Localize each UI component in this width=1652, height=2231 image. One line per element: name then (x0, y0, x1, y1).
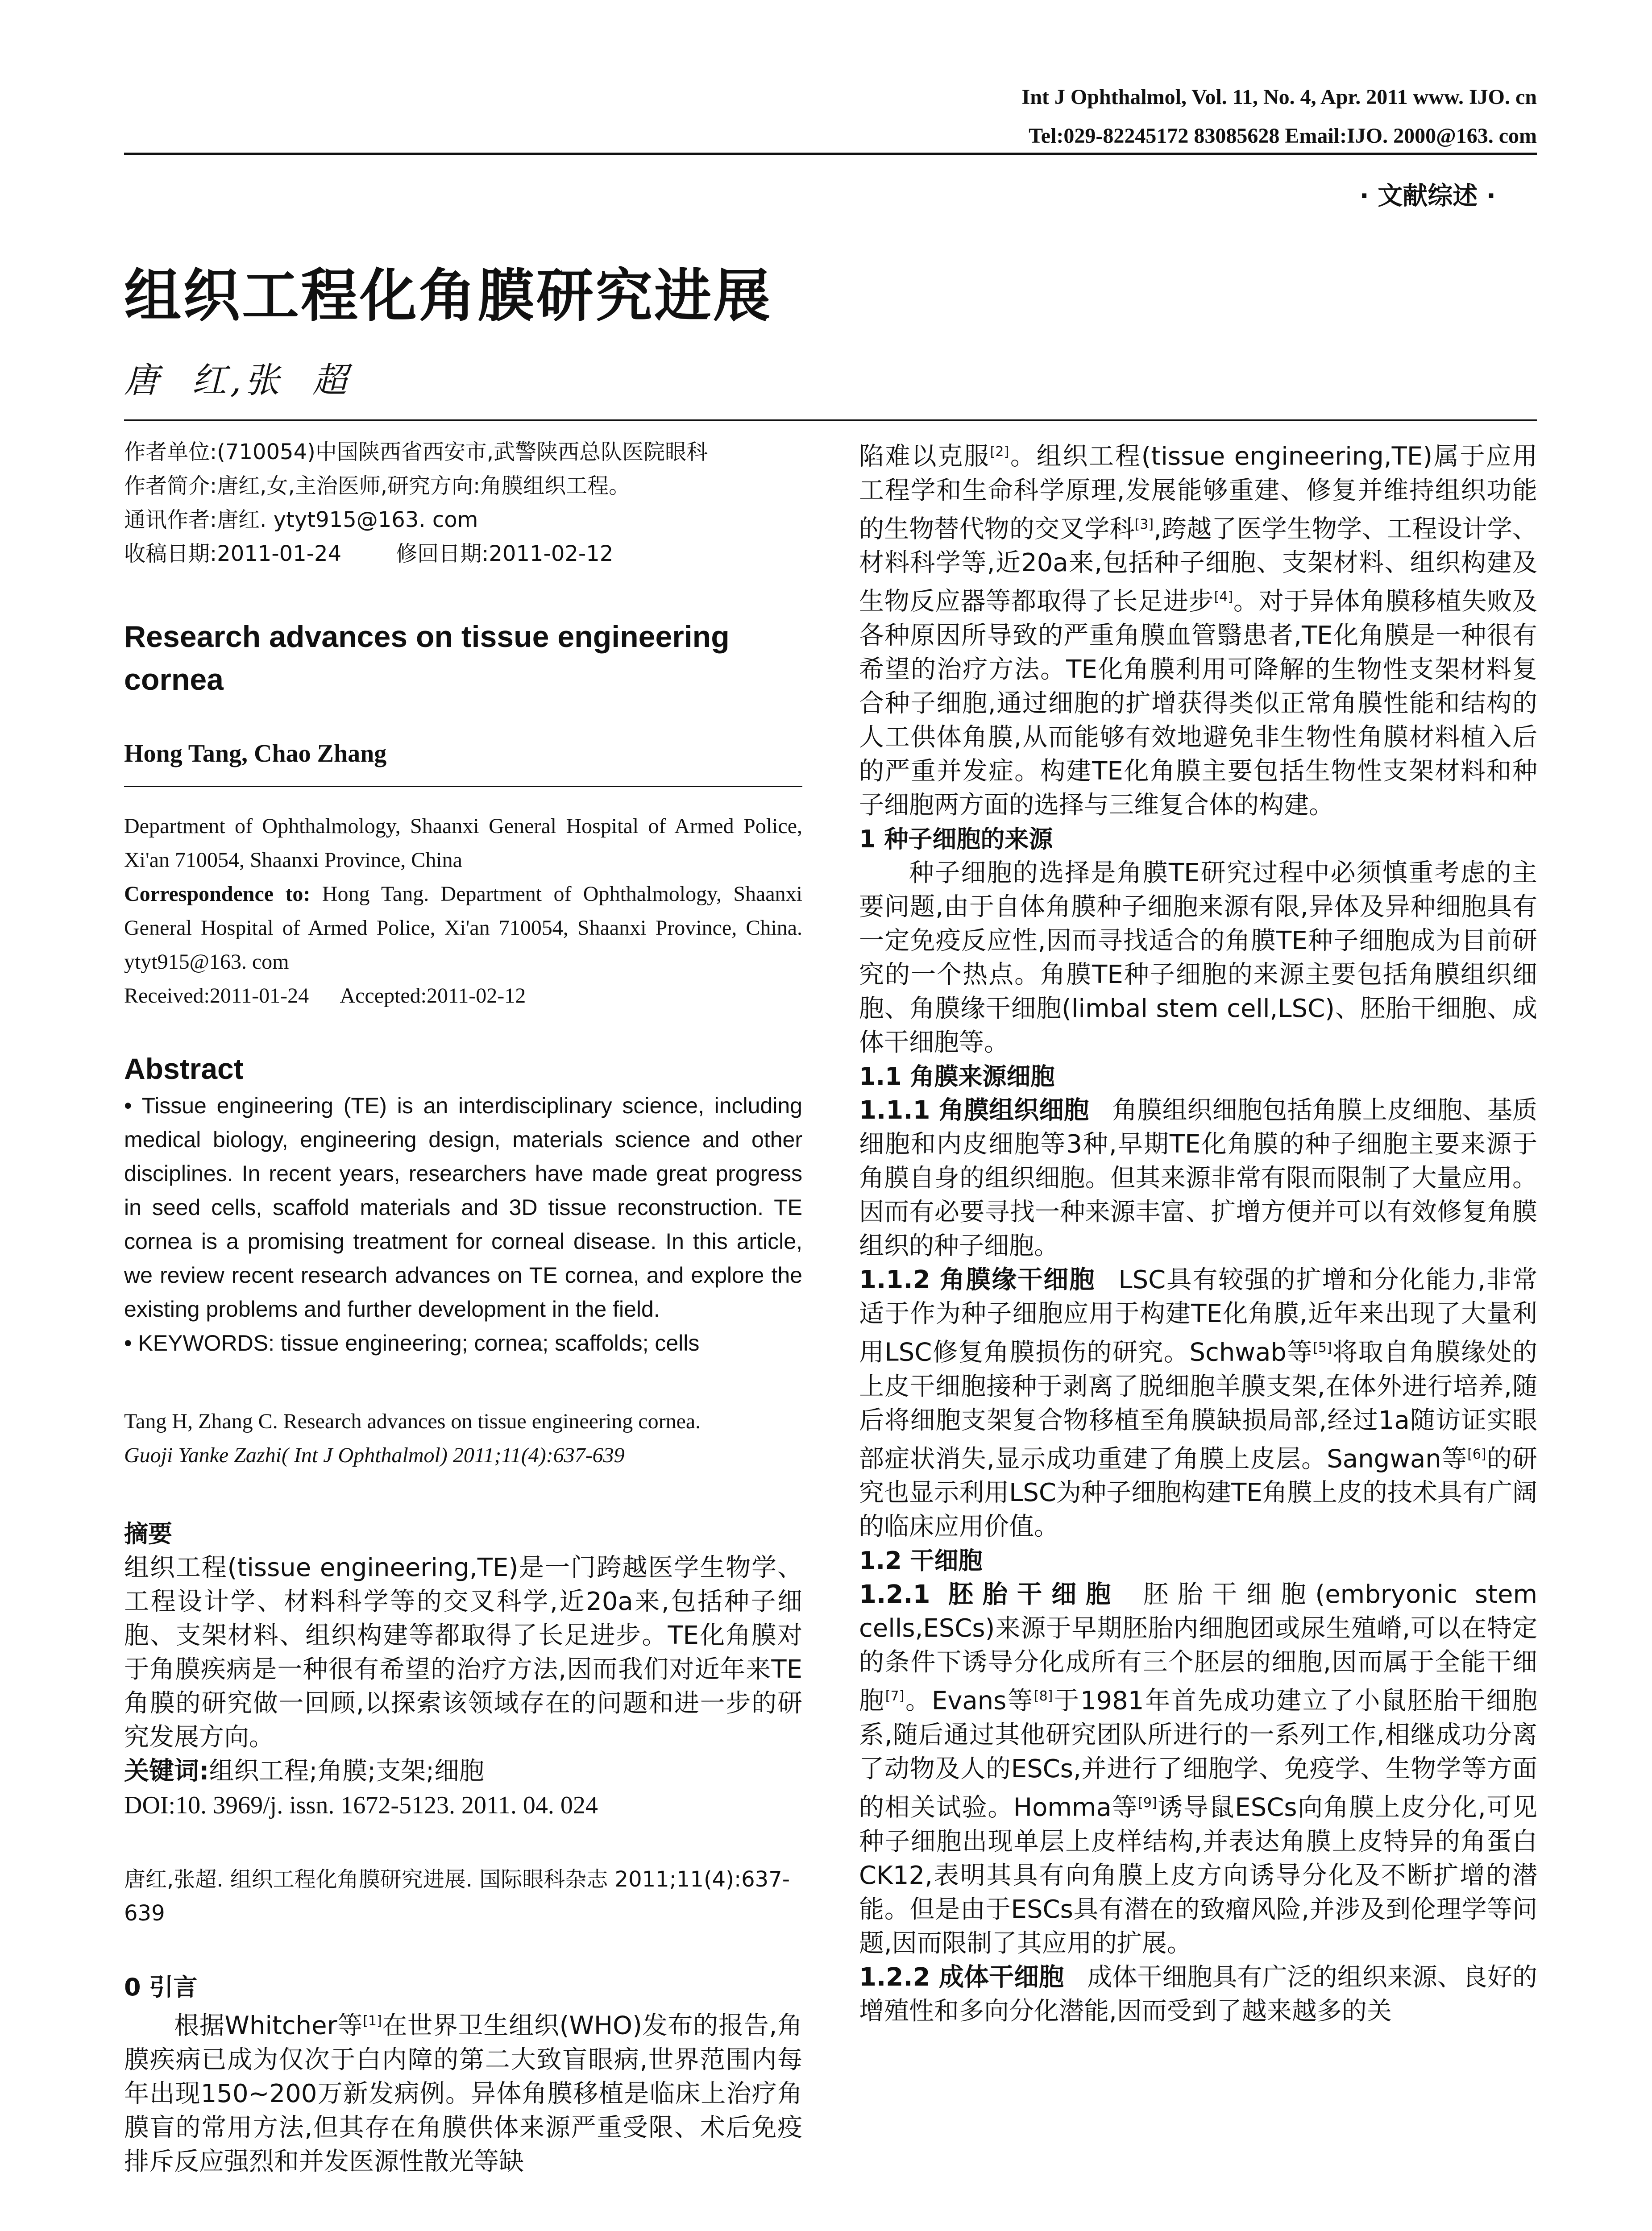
sec112-text-b: 将取自角膜缘处的上皮干细胞接种于剥离了脱细胞羊膜支架,在体外进行培养,随后将细胞支架复合物移植至角膜缺损局部,经过1a随访证实眼部症状消失,显示成功重建了角膜上皮层。Sangwan等 (859, 1338, 1537, 1474)
right-paragraph-1 (859, 435, 1537, 822)
affiliation-en-block (124, 809, 802, 1013)
right-p1-a: 陷难以克服 (859, 442, 990, 471)
authors-rule (124, 786, 802, 787)
ref-mark: [2] (990, 444, 1009, 460)
correspondence-label: Correspondence to: (124, 882, 311, 906)
sec111-label: 1.1.1 角膜组织细胞 (859, 1095, 1089, 1125)
authors-cn: 唐 红,张 超 (124, 361, 351, 401)
title-en: Research advances on tissue engineering cornea (124, 620, 730, 697)
right-p1-d: 。对于异体角膜移植失败及各种原因所导致的严重角膜血管翳患者,TE化角膜是一种很有希望的治疗方法。TE化角膜利用可降解的生物性支架材料复合种子细胞,通过细胞的扩增获得类似正常角膜性能和结构的人工供体角膜,从而能够有效地避免非生物性角膜材料植入后的严重并发症。构建TE化角膜主要包括生物性支架材料和种子细胞两方面的选择与三维复合体的构建。 (859, 587, 1538, 820)
header-rule (124, 153, 1537, 155)
ref-mark: [1] (363, 2013, 382, 2029)
section-1-1-heading: 1.1 角膜来源细胞 (859, 1062, 1055, 1091)
abstract-heading: Abstract (124, 1052, 244, 1085)
ref-mark: [8] (1034, 1688, 1053, 1704)
sec112-text-a: LSC具有较强的扩增和分化能力,非常适于作为种子细胞应用于构建TE化角膜,近年来出现了大量利用LSC修复角膜损伤的研究。Schwab等 (859, 1265, 1537, 1367)
keywords-cn (124, 1754, 802, 1788)
section-1-1-1 (859, 1094, 1537, 1263)
citation-en-line-2: Guoji Yanke Zazhi( Int J Ophthalmol) 2011;11(4):637-639 (124, 1443, 625, 1467)
affil-line-3: 通讯作者:唐红. ytyt915@163. com (124, 507, 478, 532)
affil-line-4: 收稿日期:2011-01-24 修回日期:2011-02-12 (124, 541, 614, 566)
authors-en: Hong Tang, Chao Zhang (124, 740, 387, 767)
sec122-label: 1.2.2 成体干细胞 (859, 1962, 1064, 1992)
title-cn: 组织工程化角膜研究进展 (124, 263, 772, 329)
sec0-text-b: 在世界卫生组织(WHO)发布的报告,角膜疾病已成为仅次于白内障的第二大致盲眼病,世界范围内每年出现150~200万新发病例。异体角膜移植是临床上治疗角膜盲的常用方法,但其存在角膜供体来源严重受限、术后免疫排斥反应强烈和并发医源性散光等缺 (124, 2011, 802, 2176)
affiliation-en: Department of Ophthalmology, Shaanxi General Hospital of Armed Police, Xi'an 710054, Shaanxi Province, China (124, 814, 802, 872)
section-1-2-2 (859, 1961, 1537, 2028)
abstract-en: • Tissue engineering (TE) is an interdisciplinary science, including medical biology, engineering design, materials science and other disciplines. In recent years, researchers have made great progress in seed cells, scaffold materials and 3D tissue reconstruction. TE cornea is a promising treatment for corneal disease. In this article, we review recent research advances on TE cornea, and explore the existing problems and further development in the field. (124, 1093, 802, 1322)
ref-mark: [3] (1134, 516, 1154, 532)
section-0-text (124, 2004, 802, 2179)
journal-info: Int J Ophthalmol, Vol. 11, No. 4, Apr. 2011 www. IJO. cn (1021, 85, 1537, 109)
doi: DOI:10. 3969/j. issn. 1672-5123. 2011. 04. 024 (124, 1791, 598, 1819)
title-rule (124, 419, 1537, 421)
sec121-text-d: 诱导鼠ESCs向角膜上皮分化,可见种子细胞出现单层上皮样结构,并表达角膜上皮特异的角蛋白CK12,表明其具有向角膜上皮方向诱导分化及不断扩增的潜能。但是由于ESCs具有潜在的致瘤风险,并涉及到伦理学等问题,因而限制了其应用的扩展。 (859, 1793, 1537, 1958)
sec0-text-a: 根据Whitcher等 (174, 2011, 363, 2040)
correspondence-text: Hong Tang. Department of Ophthalmology, Shaanxi General Hospital of Armed Police, Xi'an 710054, Shaanxi Province, China. ytyt915@163. com (124, 882, 802, 974)
keywords-cn-label: 关键词: (124, 1757, 209, 1786)
citation-en-line-1: Tang H, Zhang C. Research advances on tissue engineering cornea. (124, 1410, 701, 1433)
right-p1-b: 。组织工程(tissue engineering,TE)属于应用工程学和生命科学原理,发展能够重建、修复并维持组织功能的生物替代物的交叉学科 (859, 442, 1537, 544)
correspondence (124, 877, 802, 979)
section-tag: · 文献综述 · (1359, 182, 1496, 211)
left-column (124, 435, 802, 2179)
keywords-cn-text: 组织工程;角膜;支架;细胞 (209, 1757, 485, 1786)
affiliation-cn (124, 435, 802, 571)
received-en: Received:2011-01-24 Accepted:2011-02-12 (124, 984, 526, 1008)
affil-line-2: 作者简介:唐红,女,主治医师,研究方向:角膜组织工程。 (124, 473, 631, 498)
ref-mark: [9] (1138, 1795, 1157, 1811)
sec112-text-c: 的研究也显示利用LSC为种子细胞构建TE角膜上皮的技术具有广阔的临床应用价值。 (859, 1444, 1538, 1542)
ref-mark: [7] (885, 1688, 905, 1704)
ref-mark: [5] (1313, 1339, 1332, 1356)
sec121-text-c: 于1981年首先成功建立了小鼠胚胎干细胞系,随后通过其他研究团队所进行的一系列工作,相继成功分离了动物及人的ESCs,并进行了细胞学、免疫学、生物学等方面的相关试验。Homma等 (859, 1686, 1538, 1822)
section-1-1-2 (859, 1263, 1537, 1544)
citation-cn: 唐红,张超. 组织工程化角膜研究进展. 国际眼科杂志 2011;11(4):637-639 (124, 1867, 790, 1926)
contact-info: Tel:029-82245172 83085628 Email:IJO. 2000@163. com (1029, 124, 1537, 148)
section-1-heading: 1 种子细胞的来源 (859, 825, 1053, 853)
section-0-heading: 0 引言 (124, 1973, 198, 2001)
section-1-2-1 (859, 1578, 1537, 1960)
sec111-text: 角膜组织细胞包括角膜上皮细胞、基质细胞和内皮细胞等3种,早期TE化角膜的种子细胞主要来源于角膜自身的组织细胞。但其来源非常有限而限制了大量应用。因而有必要寻找一种来源丰富、扩增方便并可以有效修复角膜组织的种子细胞。 (859, 1095, 1538, 1261)
sec121-label: 1.2.1 胚胎干细胞 (859, 1580, 1121, 1609)
right-p1-c: ,跨越了医学生物学、工程设计学、材料科学等,近20a来,包括种子细胞、支架材料、组织构建及生物反应器等都取得了长足进步 (859, 514, 1537, 616)
sec121-text-b: 。Evans等 (904, 1686, 1034, 1716)
right-column (859, 435, 1537, 2028)
ref-mark: [4] (1214, 589, 1233, 605)
abstract-cn: 组织工程(tissue engineering,TE)是一门跨越医学生物学、工程设计学、材料科学等的交叉科学,近20a来,包括种子细胞、支架材料、组织构建等都取得了长足进步。TE化角膜对于角膜疾病是一种很有希望的治疗方法,因而我们对近年来TE角膜的研究做一回顾,以探索该领域存在的问题和进一步的研究发展方向。 (124, 1553, 802, 1752)
keywords-en: • KEYWORDS: tissue engineering; cornea; scaffolds; cells (124, 1331, 700, 1356)
abstract-cn-heading: 摘要 (124, 1520, 172, 1548)
section-1-2-heading: 1.2 干细胞 (859, 1547, 983, 1575)
section-1-text: 种子细胞的选择是角膜TE研究过程中必须慎重考虑的主要问题,由于自体角膜种子细胞来源有限,异体及异种细胞具有一定免疫反应性,因而寻找适合的角膜TE种子细胞成为目前研究的一个热点。角膜TE种子细胞的来源主要包括角膜组织细胞、角膜缘干细胞(limbal stem cell,LSC)、胚胎干细胞、成体干细胞等。 (859, 858, 1537, 1057)
citation-en (124, 1405, 802, 1472)
sec121-text-a: 胚胎干细胞(embryonic stem cells,ESCs)来源于早期胚胎内细胞团或尿生殖嵴,可以在特定的条件下诱导分化成所有三个胚层的细胞,因而属于全能干细胞 (859, 1580, 1538, 1716)
affil-line-1: 作者单位:(710054)中国陕西省西安市,武警陕西总队医院眼科 (124, 440, 708, 464)
ref-mark: [6] (1467, 1446, 1486, 1462)
sec122-text: 成体干细胞具有广泛的组织来源、良好的增殖性和多向分化潜能,因而受到了越来越多的关 (859, 1962, 1538, 2026)
sec112-label: 1.1.2 角膜缘干细胞 (859, 1265, 1096, 1294)
